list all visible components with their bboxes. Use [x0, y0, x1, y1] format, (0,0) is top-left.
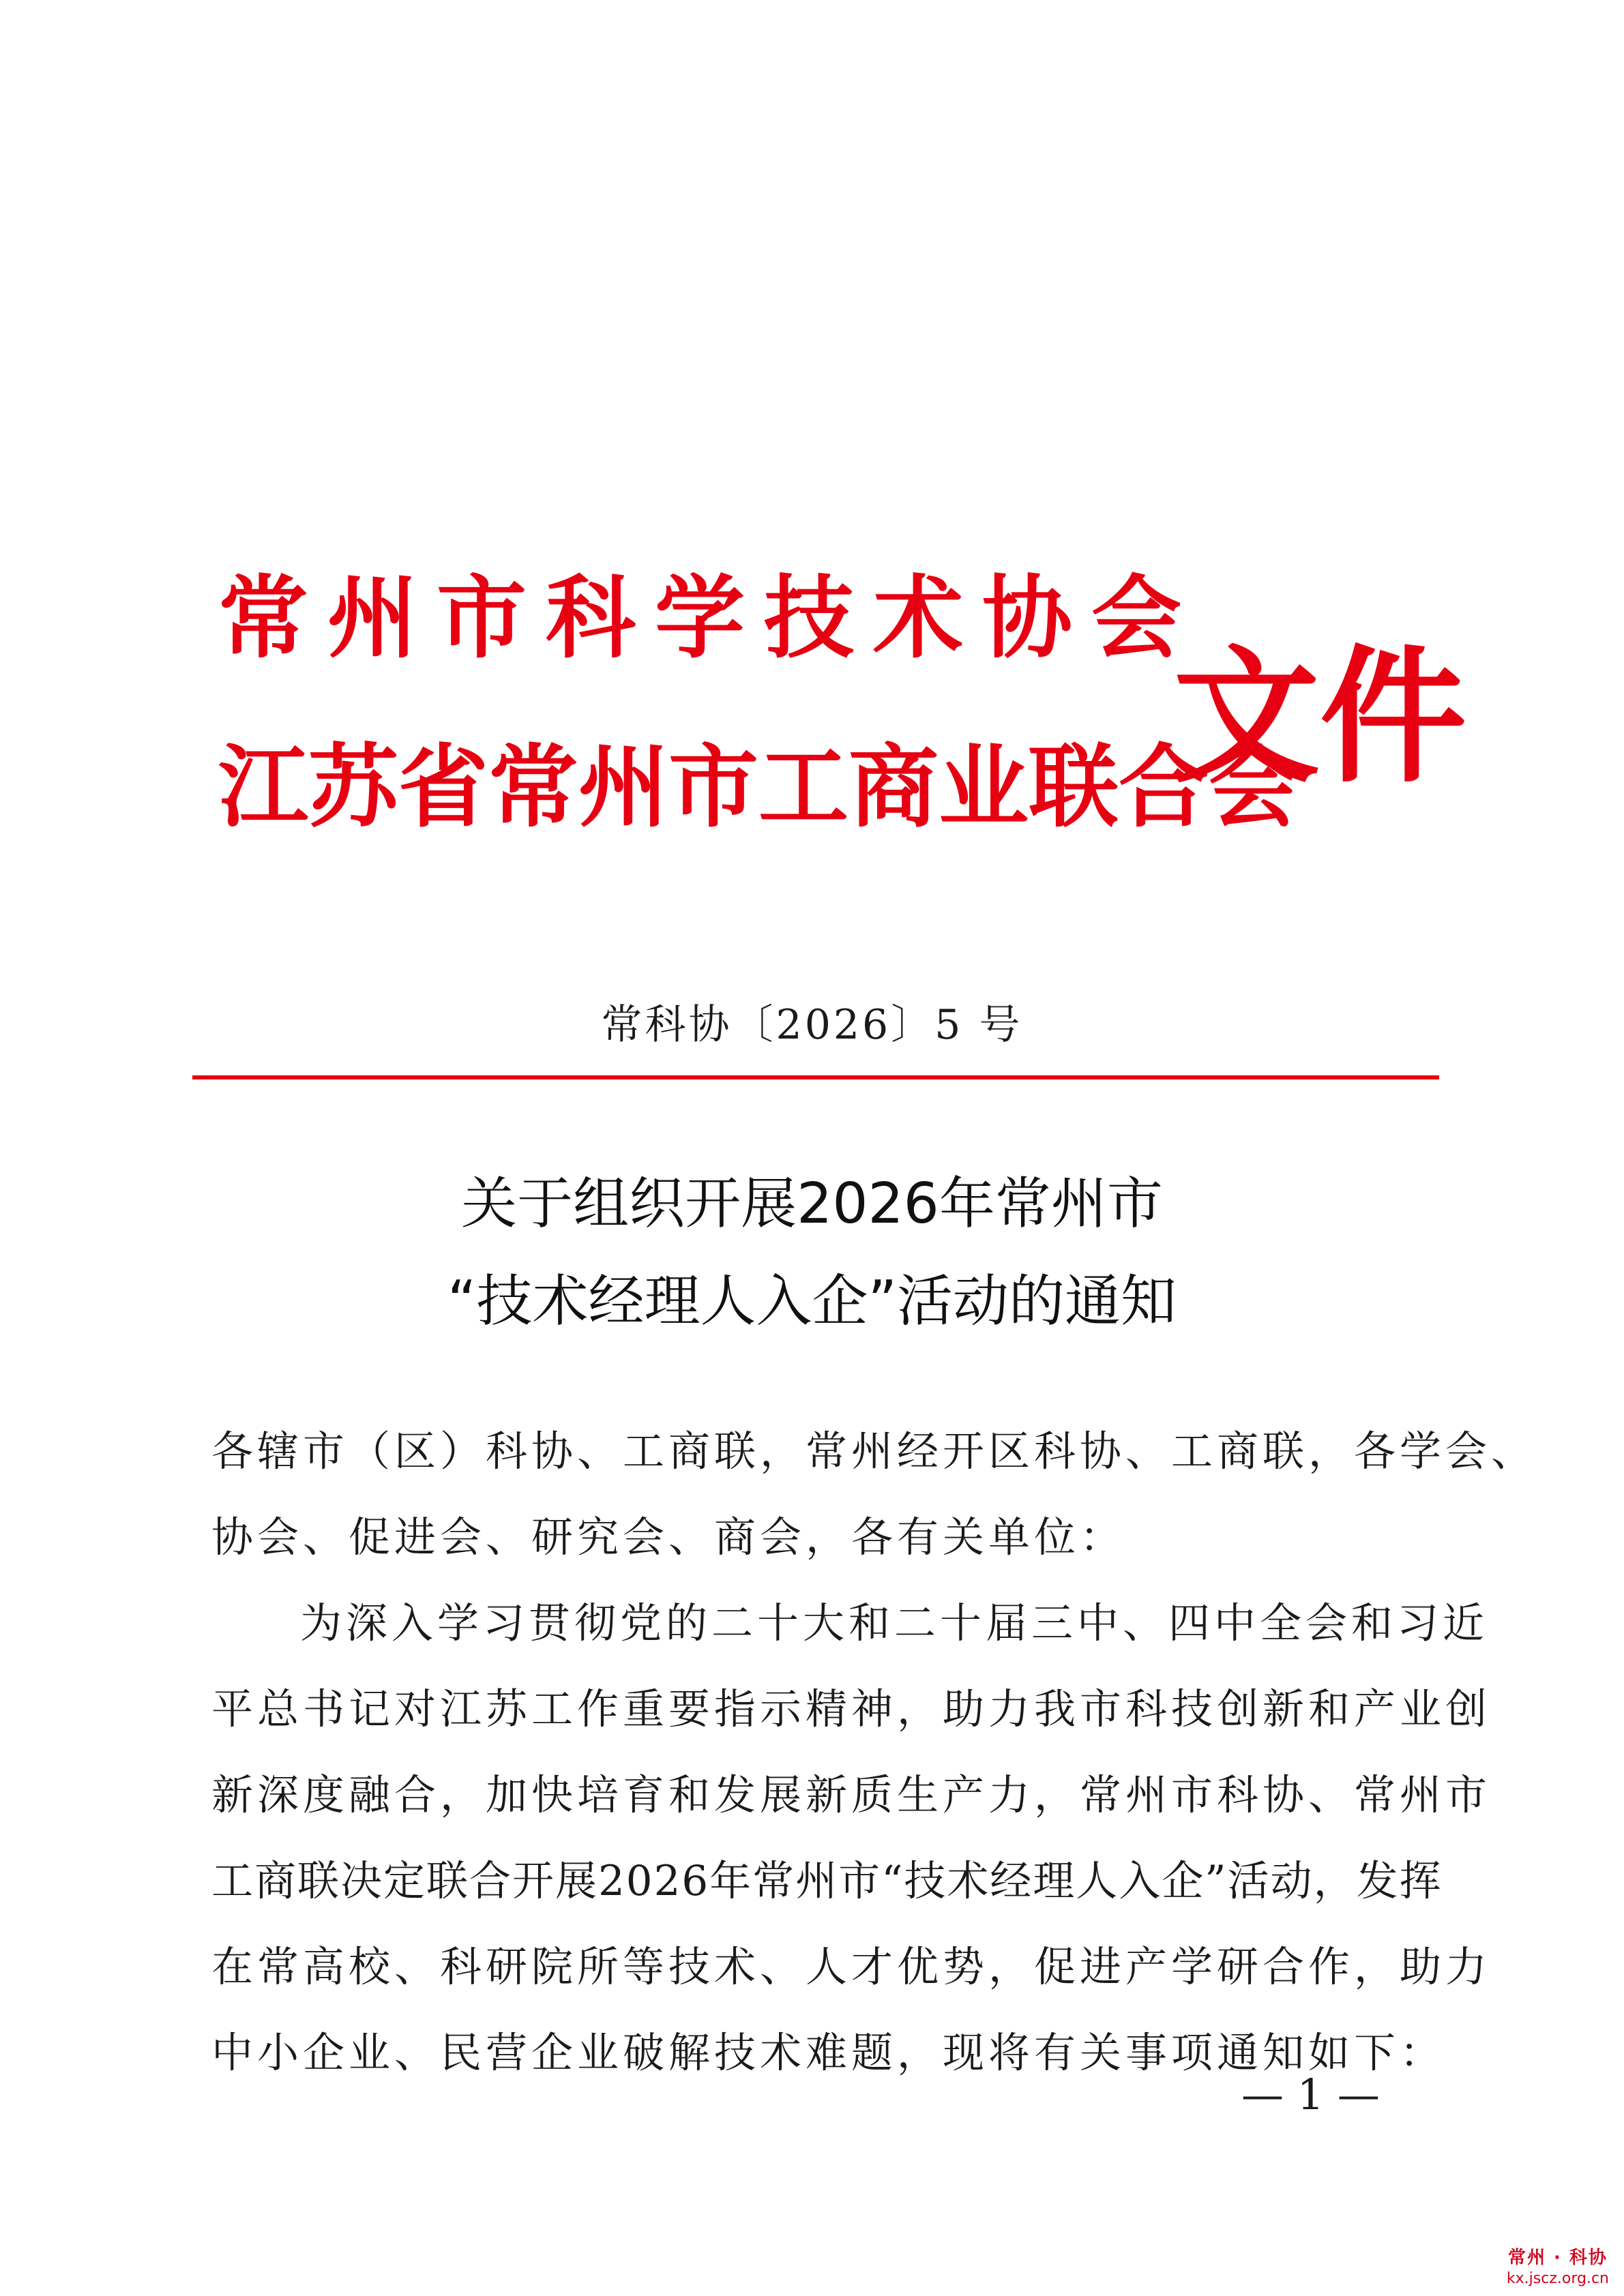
issuer-name-line2: 江苏省常州市工商业联合会 — [218, 735, 1299, 840]
red-divider-line — [192, 1075, 1439, 1079]
document-title-line2: “技术经理人入企”活动的通知 — [447, 1269, 1177, 1334]
body-line: 协会、促进会、研究会、商会，各有关单位： — [211, 1513, 1126, 1562]
watermark — [1507, 2243, 1609, 2287]
document-title-line1: 关于组织开展2026年常州市 — [461, 1172, 1163, 1236]
document-number: 常科协〔2026〕5 号 — [601, 1001, 1023, 1049]
body-line: 各辖市（区）科协、工商联，常州经开区科协、工商联，各学会、 — [211, 1427, 1537, 1476]
watermark-url: kx.jscz.org.cn — [1506, 2270, 1609, 2287]
body-line: 平总书记对江苏工作重要指示精神，助力我市科技创新和产业创 — [211, 1685, 1492, 1733]
body-line: 在常高校、科研院所等技术、人才优势，促进产学研合作，助力 — [211, 1943, 1492, 1991]
body-line: 新深度融合，加快培育和发展新质生产力，常州市科协、常州市 — [211, 1771, 1492, 1819]
body-line: 为深入学习贯彻党的二十大和二十届三中、四中全会和习近 — [300, 1599, 1489, 1648]
document-type-label: 文件 — [1173, 631, 1466, 803]
page-number: — 1 — — [1241, 2070, 1380, 2119]
issuer-name-line1: 常州市科学技术协会 — [218, 566, 1200, 671]
body-line: 中小企业、民营企业破解技术难题，现将有关事项通知如下： — [211, 2029, 1446, 2077]
body-line: 工商联决定联合开展2026年常州市“技术经理人入企”活动，发挥 — [211, 1857, 1443, 1905]
watermark-brand: 常州 · 科协 — [1507, 2248, 1608, 2268]
